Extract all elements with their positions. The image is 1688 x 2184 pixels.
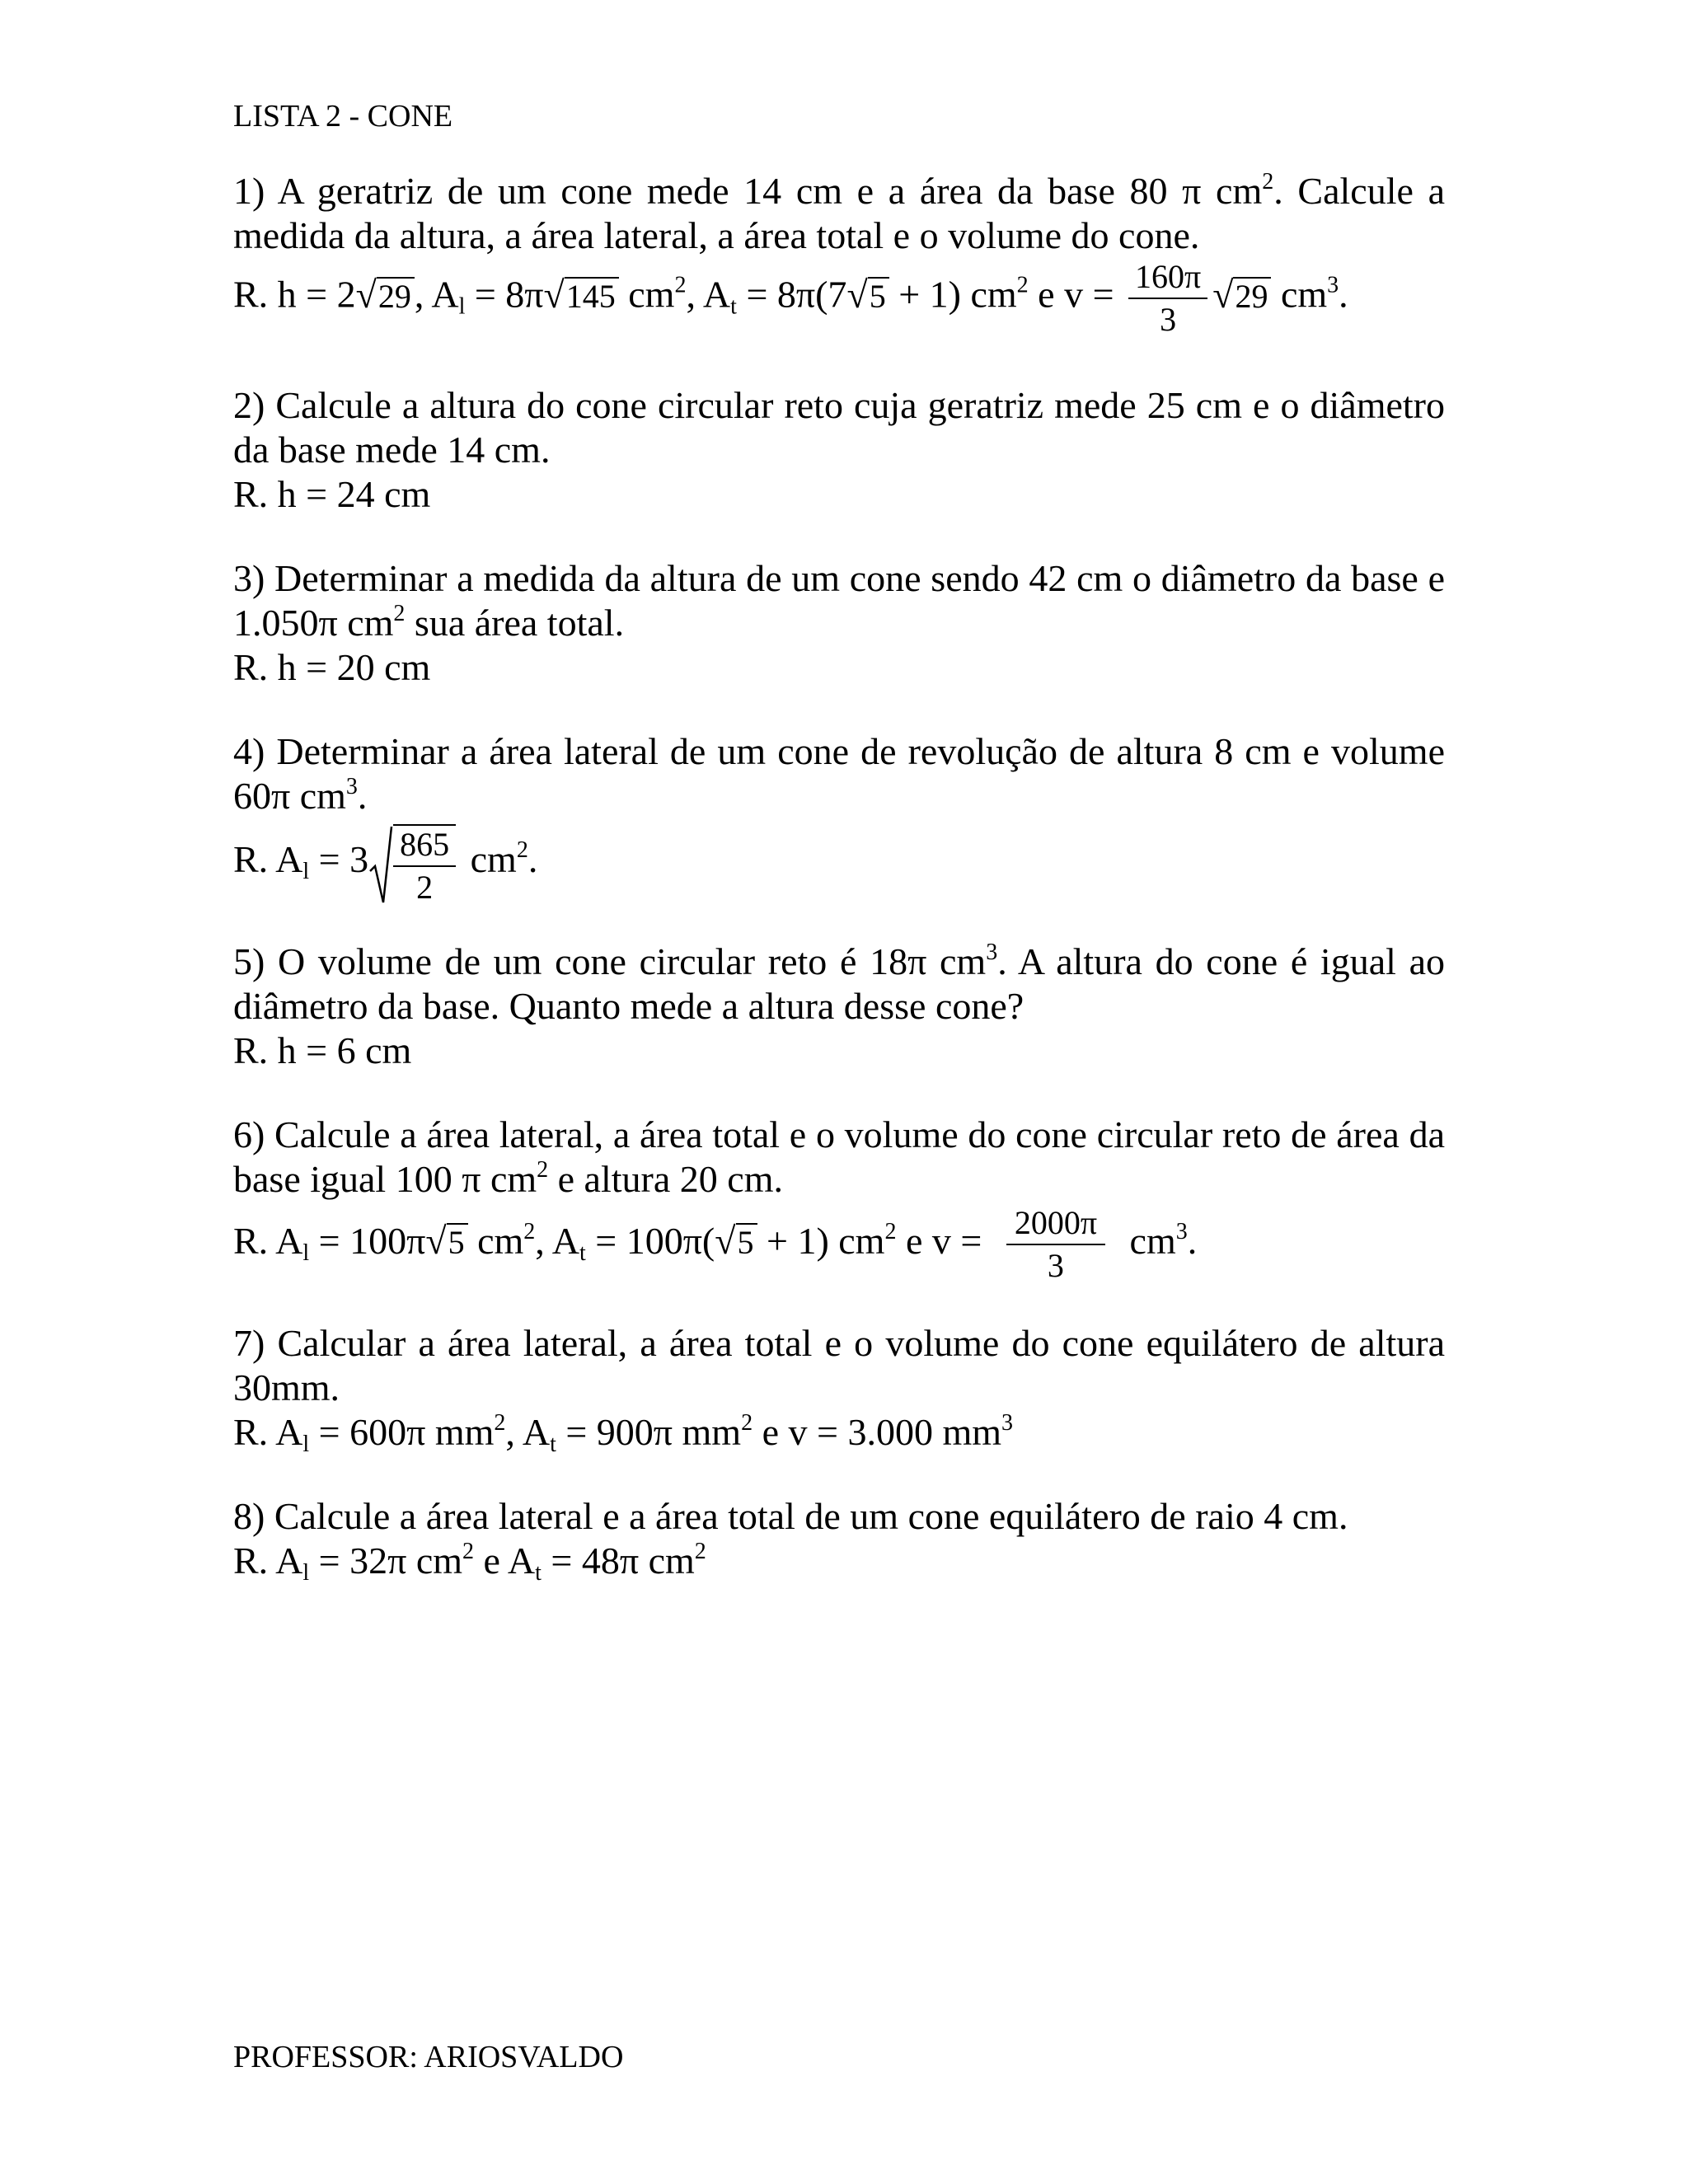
problem-3-question (233, 556, 1445, 645)
answer-text: = 100π (309, 1219, 426, 1262)
superscript: 3 (1175, 1218, 1188, 1244)
answer-text: = 3 (309, 838, 369, 880)
subscript: l (302, 1240, 310, 1266)
answer-text: = 48π cm (541, 1540, 695, 1582)
problem-8-answer (233, 1539, 1445, 1586)
subscript: l (302, 859, 310, 884)
fraction-denominator: 2 (416, 868, 434, 906)
problem-1-question (233, 169, 1445, 258)
answer-text: . (1187, 1219, 1198, 1262)
problem-6 (233, 1113, 1445, 1285)
superscript: 2 (523, 1218, 536, 1244)
subscript: t (535, 1560, 542, 1586)
answer-text: R. A (233, 1219, 303, 1262)
problem-7-question: 7) Calcular a área lateral, a área total e o volume do cone equilátero de altura 30mm. (233, 1322, 1445, 1409)
fraction (1128, 258, 1207, 339)
problem-7 (233, 1321, 1445, 1458)
sqrt-icon: √ (715, 1219, 736, 1262)
question-text: 1) A geratriz de um cone mede 14 cm e a área da base 80 π cm (233, 170, 1263, 212)
problem-5-question (233, 940, 1445, 1029)
question-text-cont: . (357, 775, 368, 817)
answer-text: , A (535, 1219, 579, 1262)
answer-text: = 8π (465, 273, 544, 316)
problem-2 (233, 383, 1445, 517)
question-text-cont: . A altura do cone é igual ao diâmetro da base. Quanto mede a altura desse cone? (233, 940, 1445, 1027)
radicand: 145 (565, 277, 619, 315)
answer-text: + 1) cm (889, 273, 1017, 316)
sqrt-fraction (368, 820, 461, 906)
sqrt-icon: √ (543, 273, 565, 316)
problem-5 (233, 940, 1445, 1073)
problem-4-question (233, 729, 1445, 818)
question-text-cont: sua área total. (405, 602, 625, 644)
sqrt-icon: √ (846, 273, 868, 316)
answer-text: = 32π cm (309, 1540, 463, 1582)
problem-3 (233, 556, 1445, 690)
superscript: 3 (986, 939, 998, 965)
problem-4 (233, 729, 1445, 907)
answer-text: , A (414, 273, 459, 316)
answer-text: = 900π mm (556, 1411, 742, 1454)
problem-7-answer (233, 1410, 1445, 1458)
problem-6-answer (233, 1202, 1445, 1285)
problem-6-question (233, 1113, 1445, 1202)
sqrt-icon: √ (1212, 273, 1234, 316)
answer-text: = 100π( (585, 1219, 715, 1262)
footer-author: PROFESSOR: ARIOSVALDO (233, 2040, 624, 2074)
superscript: 3 (1327, 272, 1339, 298)
answer-text: . (528, 838, 538, 880)
fraction (1006, 1204, 1105, 1285)
sqrt (544, 260, 619, 330)
superscript: 2 (1016, 272, 1029, 298)
fraction-denominator: 3 (1160, 301, 1177, 338)
superscript: 2 (516, 837, 528, 863)
sqrt (425, 1202, 467, 1281)
superscript: 2 (494, 1410, 506, 1436)
superscript: 2 (393, 601, 406, 626)
radicand: 29 (377, 277, 415, 315)
superscript: 2 (884, 1218, 897, 1244)
superscript: 2 (537, 1156, 549, 1183)
answer-text: e A (474, 1540, 536, 1582)
radicand: 29 (1233, 277, 1271, 315)
sqrt-icon: √ (425, 1219, 447, 1262)
answer-text: , A (505, 1411, 551, 1454)
answer-text: . (1339, 273, 1348, 316)
problem-3-answer: R. h = 20 cm (233, 646, 431, 688)
subscript: l (302, 1560, 310, 1586)
answer-text: cm (461, 838, 517, 880)
answer-text: , A (686, 273, 731, 316)
answer-text: cm (1120, 1219, 1176, 1262)
superscript: 2 (1262, 169, 1274, 194)
problem-2-answer: R. h = 24 cm (233, 473, 431, 515)
sqrt-icon: √ (355, 273, 377, 316)
superscript: 3 (1001, 1410, 1014, 1436)
problem-5-answer: R. h = 6 cm (233, 1029, 412, 1071)
fraction (393, 824, 456, 907)
answer-text: = 600π mm (309, 1411, 495, 1454)
question-text: 5) O volume de um cone circular reto é 18π cm (233, 940, 987, 982)
superscript: 2 (741, 1410, 753, 1436)
radicand: 5 (868, 277, 889, 315)
answer-text: = 8π(7 (736, 273, 847, 316)
question-text-cont: e altura 20 cm. (548, 1157, 783, 1200)
superscript: 2 (462, 1539, 475, 1565)
sqrt (846, 260, 889, 330)
page-title: LISTA 2 - CONE (233, 99, 453, 134)
sqrt (1212, 260, 1271, 330)
question-text: 6) Calcule a área lateral, a área total e o volume do cone circular reto de área da base igual 100 π cm (233, 1113, 1445, 1200)
subscript: t (579, 1240, 586, 1266)
fraction-numerator: 160π (1128, 258, 1207, 299)
question-text: 3) Determinar a medida da altura de um cone sendo 42 cm o diâmetro da base e 1.050π cm (233, 557, 1445, 644)
fraction-denominator: 3 (1047, 1247, 1064, 1285)
superscript: 2 (674, 272, 687, 298)
answer-text: e v = (896, 1219, 992, 1262)
subscript: t (550, 1432, 556, 1458)
sqrt (715, 1202, 757, 1281)
problem-2-question: 2) Calcule a altura do cone circular reto cuja geratriz mede 25 cm e o diâmetro da base mede 14 cm. (233, 384, 1445, 471)
superscript: 3 (345, 774, 358, 799)
subscript: l (302, 1432, 310, 1458)
problem-4-answer (233, 818, 1445, 907)
radicand: 5 (736, 1223, 757, 1261)
answer-text: e v = (1028, 273, 1124, 316)
answer-text: R. h = 2 (233, 273, 356, 316)
answer-text: + 1) cm (757, 1219, 885, 1262)
answer-text: cm (1271, 273, 1328, 316)
answer-text: e v = 3.000 mm (753, 1411, 1002, 1454)
sqrt-icon (368, 825, 393, 906)
answer-text: cm (618, 273, 675, 316)
problem-8 (233, 1494, 1445, 1586)
answer-text: R. A (233, 1411, 303, 1454)
exercise-list (233, 169, 1445, 1586)
fraction-numerator: 2000π (1006, 1204, 1105, 1245)
answer-text: cm (467, 1219, 524, 1262)
problem-8-question: 8) Calcule a área lateral e a área total de um cone equilátero de raio 4 cm. (233, 1495, 1348, 1538)
problem-1-answer (233, 258, 1445, 339)
fraction-numerator: 865 (393, 826, 456, 867)
superscript: 2 (694, 1539, 706, 1565)
question-text-cont: . Calcule a medida da altura, a área lateral, a área total e o volume do cone. (233, 170, 1445, 256)
answer-text: R. A (233, 1540, 303, 1582)
subscript: t (730, 293, 737, 320)
answer-text: R. A (233, 838, 303, 880)
subscript: l (458, 293, 466, 320)
radicand: 5 (447, 1223, 468, 1261)
sqrt (356, 260, 415, 330)
problem-1 (233, 169, 1445, 339)
question-text: 4) Determinar a área lateral de um cone de revolução de altura 8 cm e volume 60π cm (233, 730, 1445, 817)
